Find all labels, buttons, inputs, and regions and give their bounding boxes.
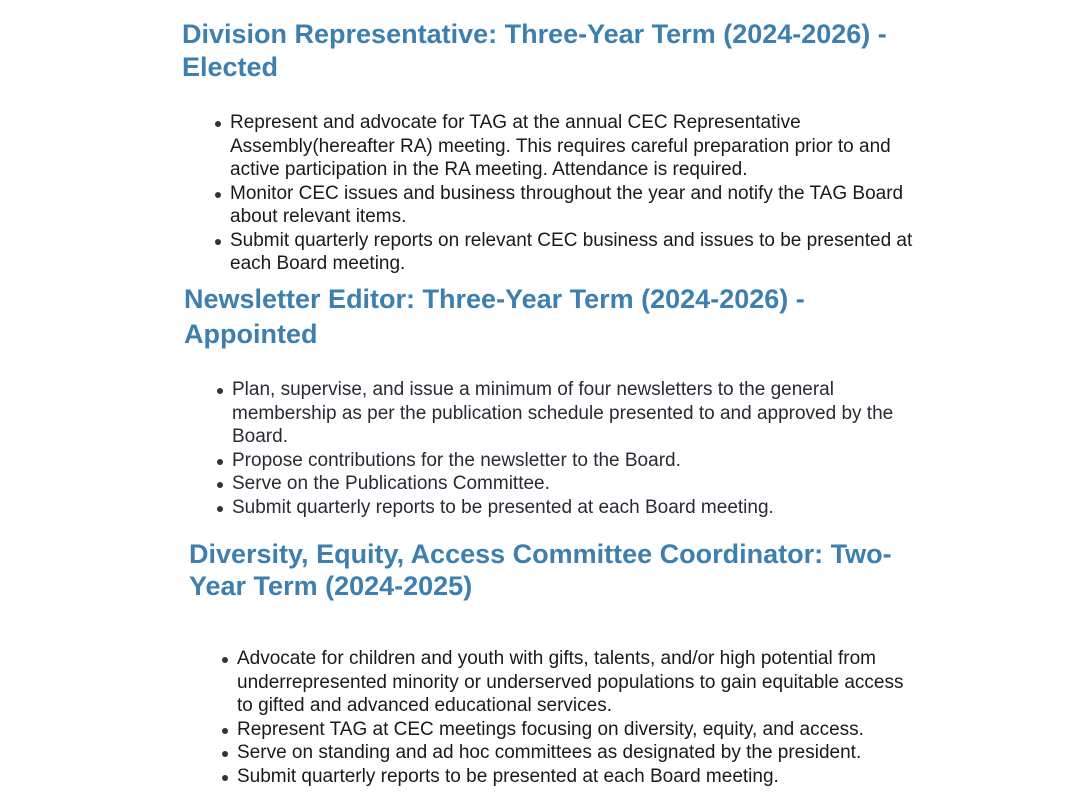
- section-heading: Division Representative: Three-Year Term (2024-2026) - Elected: [182, 19, 887, 82]
- duties-list: [182, 111, 922, 276]
- list-item: Serve on standing and ad hoc committees as designated by the president.: [189, 741, 919, 765]
- section-heading: Diversity, Equity, Access Committee Coordinator: Two-Year Term (2024-2025): [189, 539, 892, 601]
- list-item: Represent TAG at CEC meetings focusing on diversity, equity, and access.: [189, 718, 919, 742]
- list-item: Submit quarterly reports to be presented at each Board meeting.: [184, 496, 924, 520]
- section-newsletter-editor: [184, 282, 924, 519]
- list-item: Serve on the Publications Committee.: [184, 472, 924, 496]
- duties-list: [184, 378, 924, 519]
- section-dea-committee-coordinator: [189, 538, 919, 788]
- list-item: Plan, supervise, and issue a minimum of four newsletters to the general membership as per the publication schedule presented to and approved by the Board.: [184, 378, 924, 449]
- list-item: Submit quarterly reports to be presented at each Board meeting.: [189, 765, 919, 789]
- list-item: Propose contributions for the newsletter to the Board.: [184, 449, 924, 473]
- section-heading: Newsletter Editor: Three-Year Term (2024-2026) - Appointed: [184, 284, 805, 349]
- list-item: Monitor CEC issues and business throughout the year and notify the TAG Board about relevant items.: [182, 182, 922, 229]
- list-item: Represent and advocate for TAG at the annual CEC Representative Assembly(hereafter RA) meeting. This requires careful preparation prior to and active participation in the RA meeting. Attendance is required.: [182, 111, 922, 182]
- list-item: Submit quarterly reports on relevant CEC business and issues to be presented at each Board meeting.: [182, 229, 922, 276]
- section-division-representative: [182, 18, 922, 276]
- duties-list: [189, 647, 919, 788]
- list-item: Advocate for children and youth with gifts, talents, and/or high potential from underrepresented minority or underserved populations to gain equitable access to gifted and advanced educational services.: [189, 647, 919, 718]
